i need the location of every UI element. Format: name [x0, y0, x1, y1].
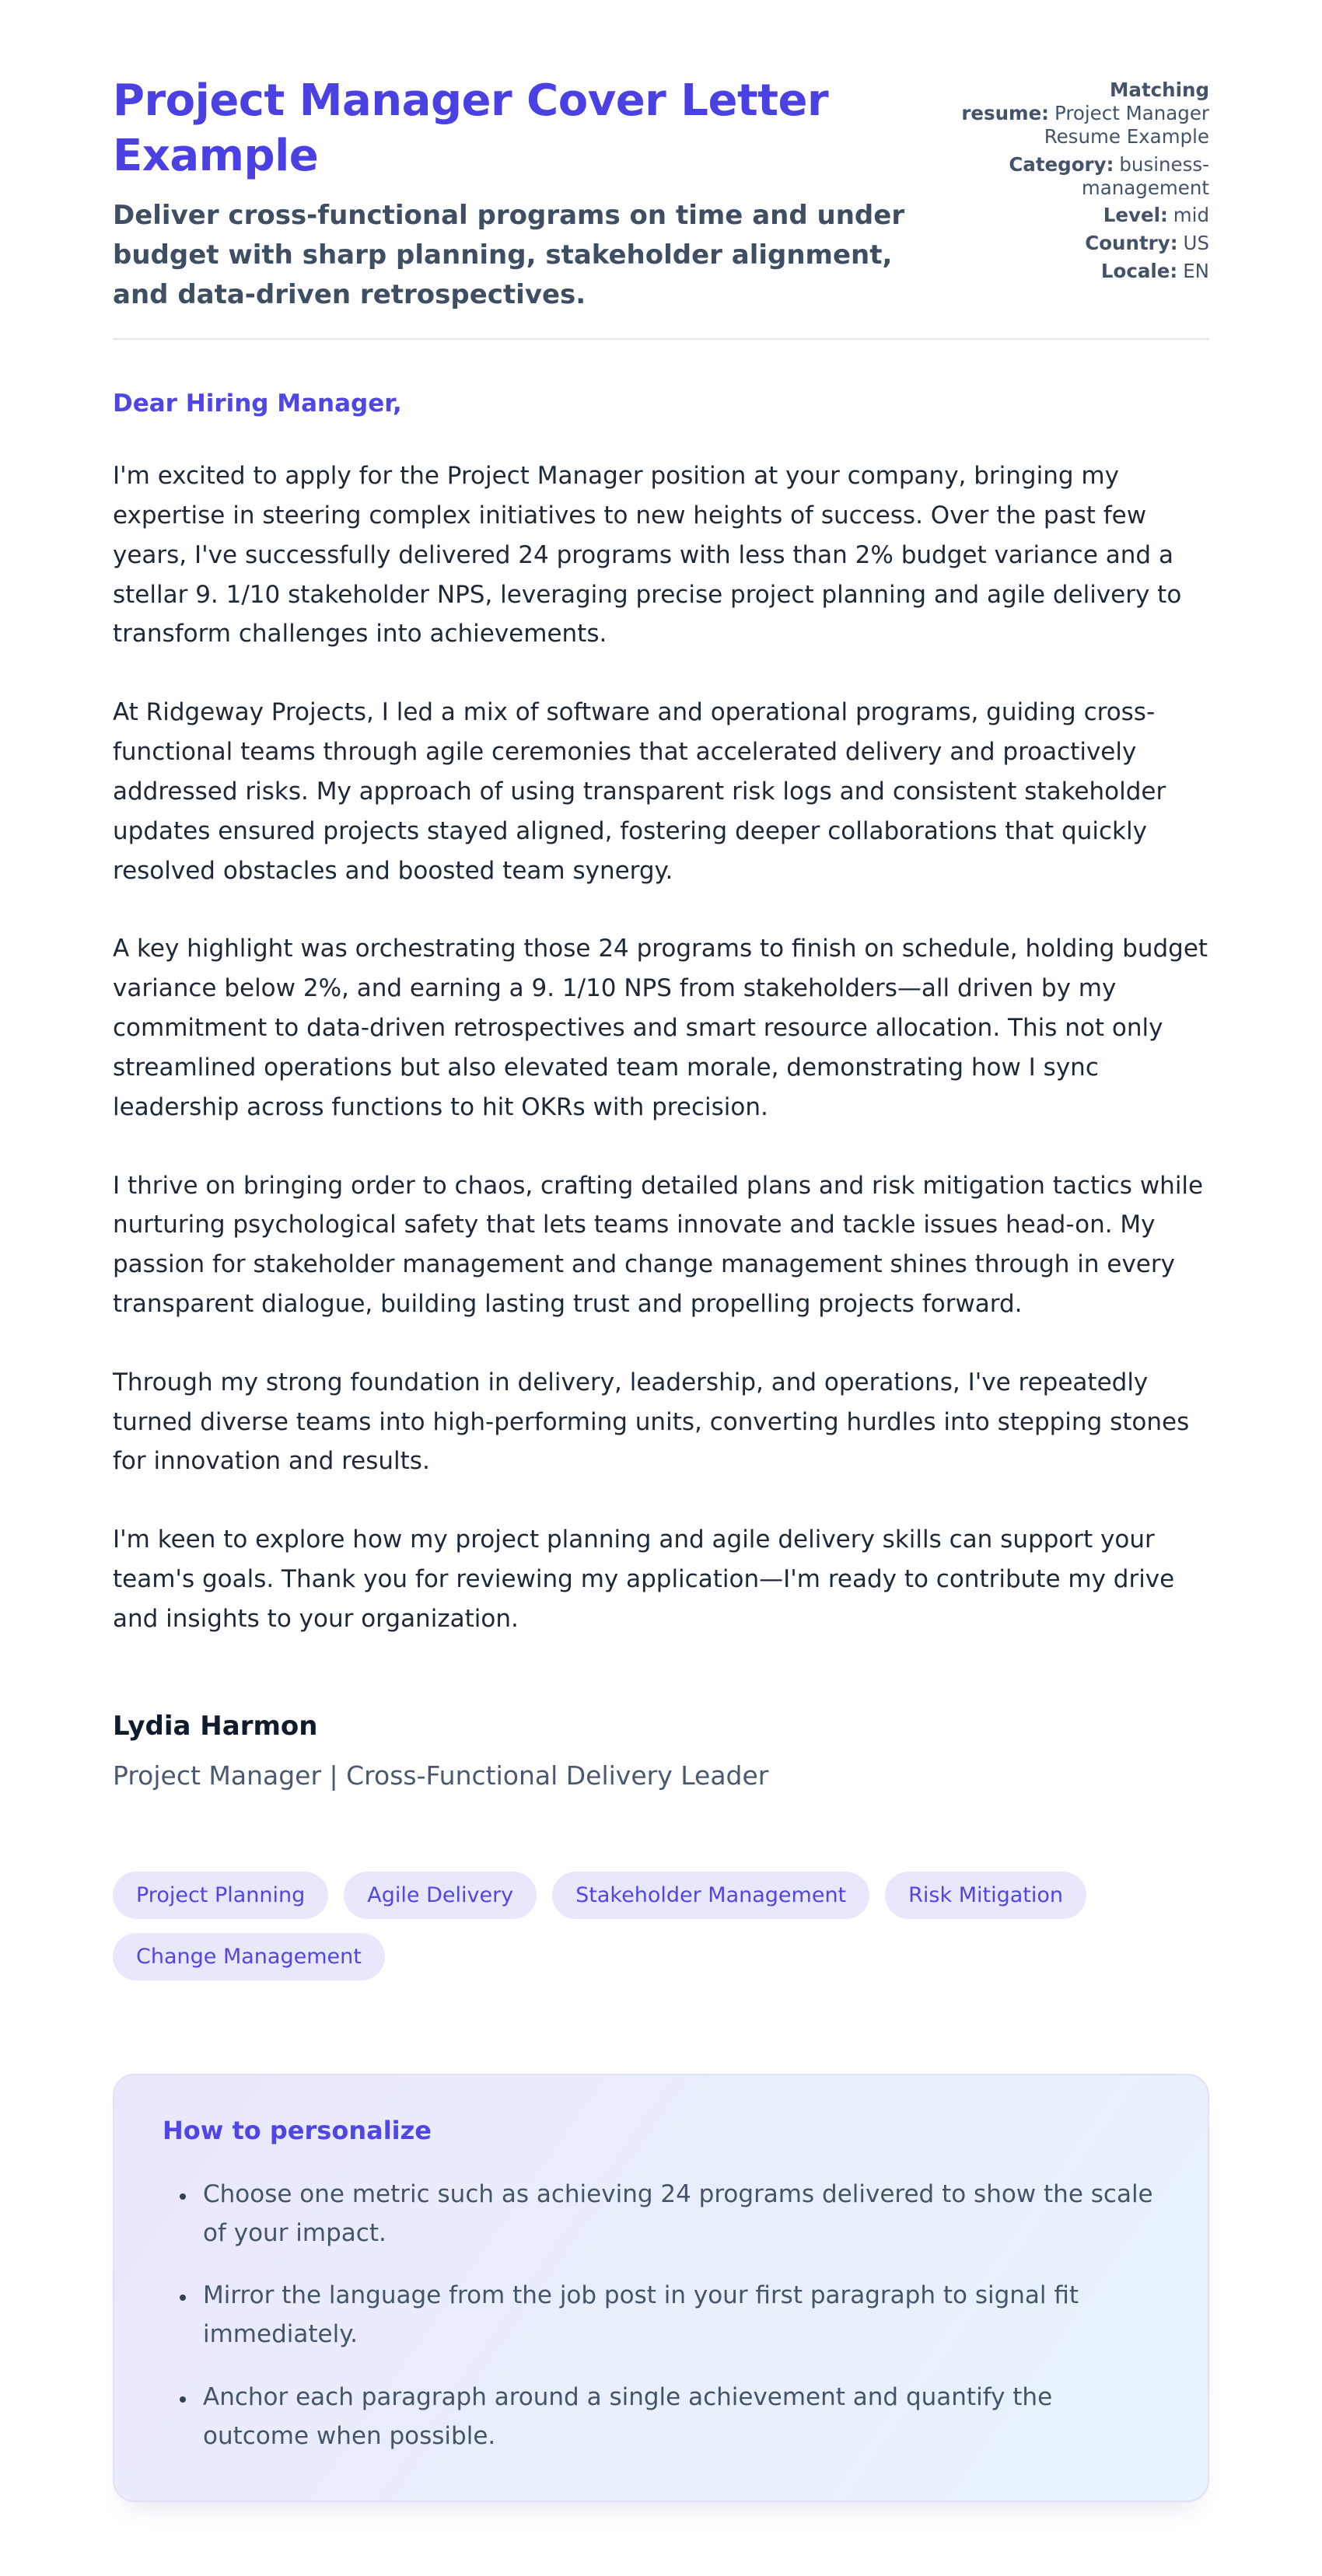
skill-tag-list [113, 1872, 1209, 1980]
page-header [113, 74, 1209, 315]
meta-matching-resume [960, 79, 1209, 149]
header-divider [113, 338, 1209, 340]
skill-tag: Stakeholder Management [552, 1872, 869, 1919]
signature-name: Lydia Harmon [113, 1710, 318, 1742]
page-title: Project Manager Cover Letter Example [113, 75, 829, 181]
tips-list [163, 2175, 1159, 2455]
letter-greeting: Dear Hiring Manager, [113, 390, 402, 418]
meta-value: Project Manager Resume Example [1044, 101, 1209, 148]
skill-tag: Agile Delivery [344, 1872, 537, 1919]
header-title-block [113, 74, 929, 315]
letter-body [113, 390, 1209, 1791]
skill-tag: Project Planning [113, 1872, 328, 1919]
page-subtitle: Deliver cross-functional programs on time and under budget with sharp planning, stakeholder alignment, and data-driven retrospectives. [113, 200, 905, 311]
meta-value: business-management [1081, 152, 1209, 199]
resume-meta-block [960, 74, 1209, 288]
meta-locale [960, 260, 1209, 283]
letter-paragraph: I thrive on bringing order to chaos, crafting detailed plans and risk mitigation tactics while nurturing psychological safety that lets teams innovate and tackle issues head-on. My passion for stakeholder management and change management shines through in every transparent dialogue, building lasting trust and propelling projects forward. [113, 1171, 1204, 1318]
how-to-personalize-box [113, 2074, 1209, 2502]
meta-label: Matching resume: [961, 79, 1209, 124]
tip-item: • Choose one metric such as achieving 24 programs delivered to show the scale of your impact. [197, 2175, 1159, 2253]
letter-paragraph: At Ridgeway Projects, I led a mix of software and operational programs, guiding cross-functional teams through agile ceremonies that accelerated delivery and proactively addressed risks. My approach of using transparent risk logs and consistent stakeholder updates ensured projects stayed aligned, fostering deeper collaborations that quickly resolved obstacles and boosted team synergy. [113, 698, 1166, 885]
meta-country [960, 232, 1209, 255]
meta-value: EN [1183, 260, 1209, 283]
skill-tag: Risk Mitigation [885, 1872, 1086, 1919]
letter-paragraph: I'm keen to explore how my project planning and agile delivery skills can support your team's goals. Thank you for reviewing my application—I'm ready to contribute my drive and insights to your organization. [113, 1526, 1175, 1633]
meta-category [960, 153, 1209, 200]
letter-paragraph: A key highlight was orchestrating those 24 programs to finish on schedule, holding budget variance below 2%, and earning a 9. 1/10 NPS from stakeholders—all driven by my commitment to data-driven retrospectives and smart resource allocation. This not only streamlined operations but also elevated team morale, demonstrating how I sync leadership across functions to hit OKRs with precision. [113, 935, 1208, 1121]
meta-label: Level: [1103, 204, 1168, 227]
letter-paragraph: Through my strong foundation in delivery, leadership, and operations, I've repeatedly turned diverse teams into high-performing units, converting hurdles into stepping stones for innovation and results. [113, 1368, 1190, 1476]
meta-label: Locale: [1100, 260, 1178, 283]
meta-label: Country: [1085, 232, 1178, 255]
letter-paragraph: I'm excited to apply for the Project Manager position at your company, bringing my expertise in steering complex initiatives to new heights of success. Over the past few years, I've successfully delivered 24 programs with less than 2% budget variance and a stellar 9. 1/10 stakeholder NPS, leveraging precise project planning and agile delivery to transform challenges into achievements. [113, 462, 1182, 648]
signature-role: Project Manager | Cross-Functional Delivery Leader [113, 1760, 769, 1791]
meta-level [960, 204, 1209, 227]
tip-item: • Mirror the language from the job post in your first paragraph to signal fit immediately. [197, 2276, 1159, 2354]
tip-item: • Anchor each paragraph around a single achievement and quantify the outcome when possible. [197, 2378, 1159, 2455]
meta-value: mid [1173, 204, 1209, 227]
meta-value: US [1183, 232, 1209, 255]
tips-heading: How to personalize [163, 2115, 432, 2145]
meta-label: Category: [1009, 152, 1114, 176]
skill-tag: Change Management [113, 1933, 385, 1980]
